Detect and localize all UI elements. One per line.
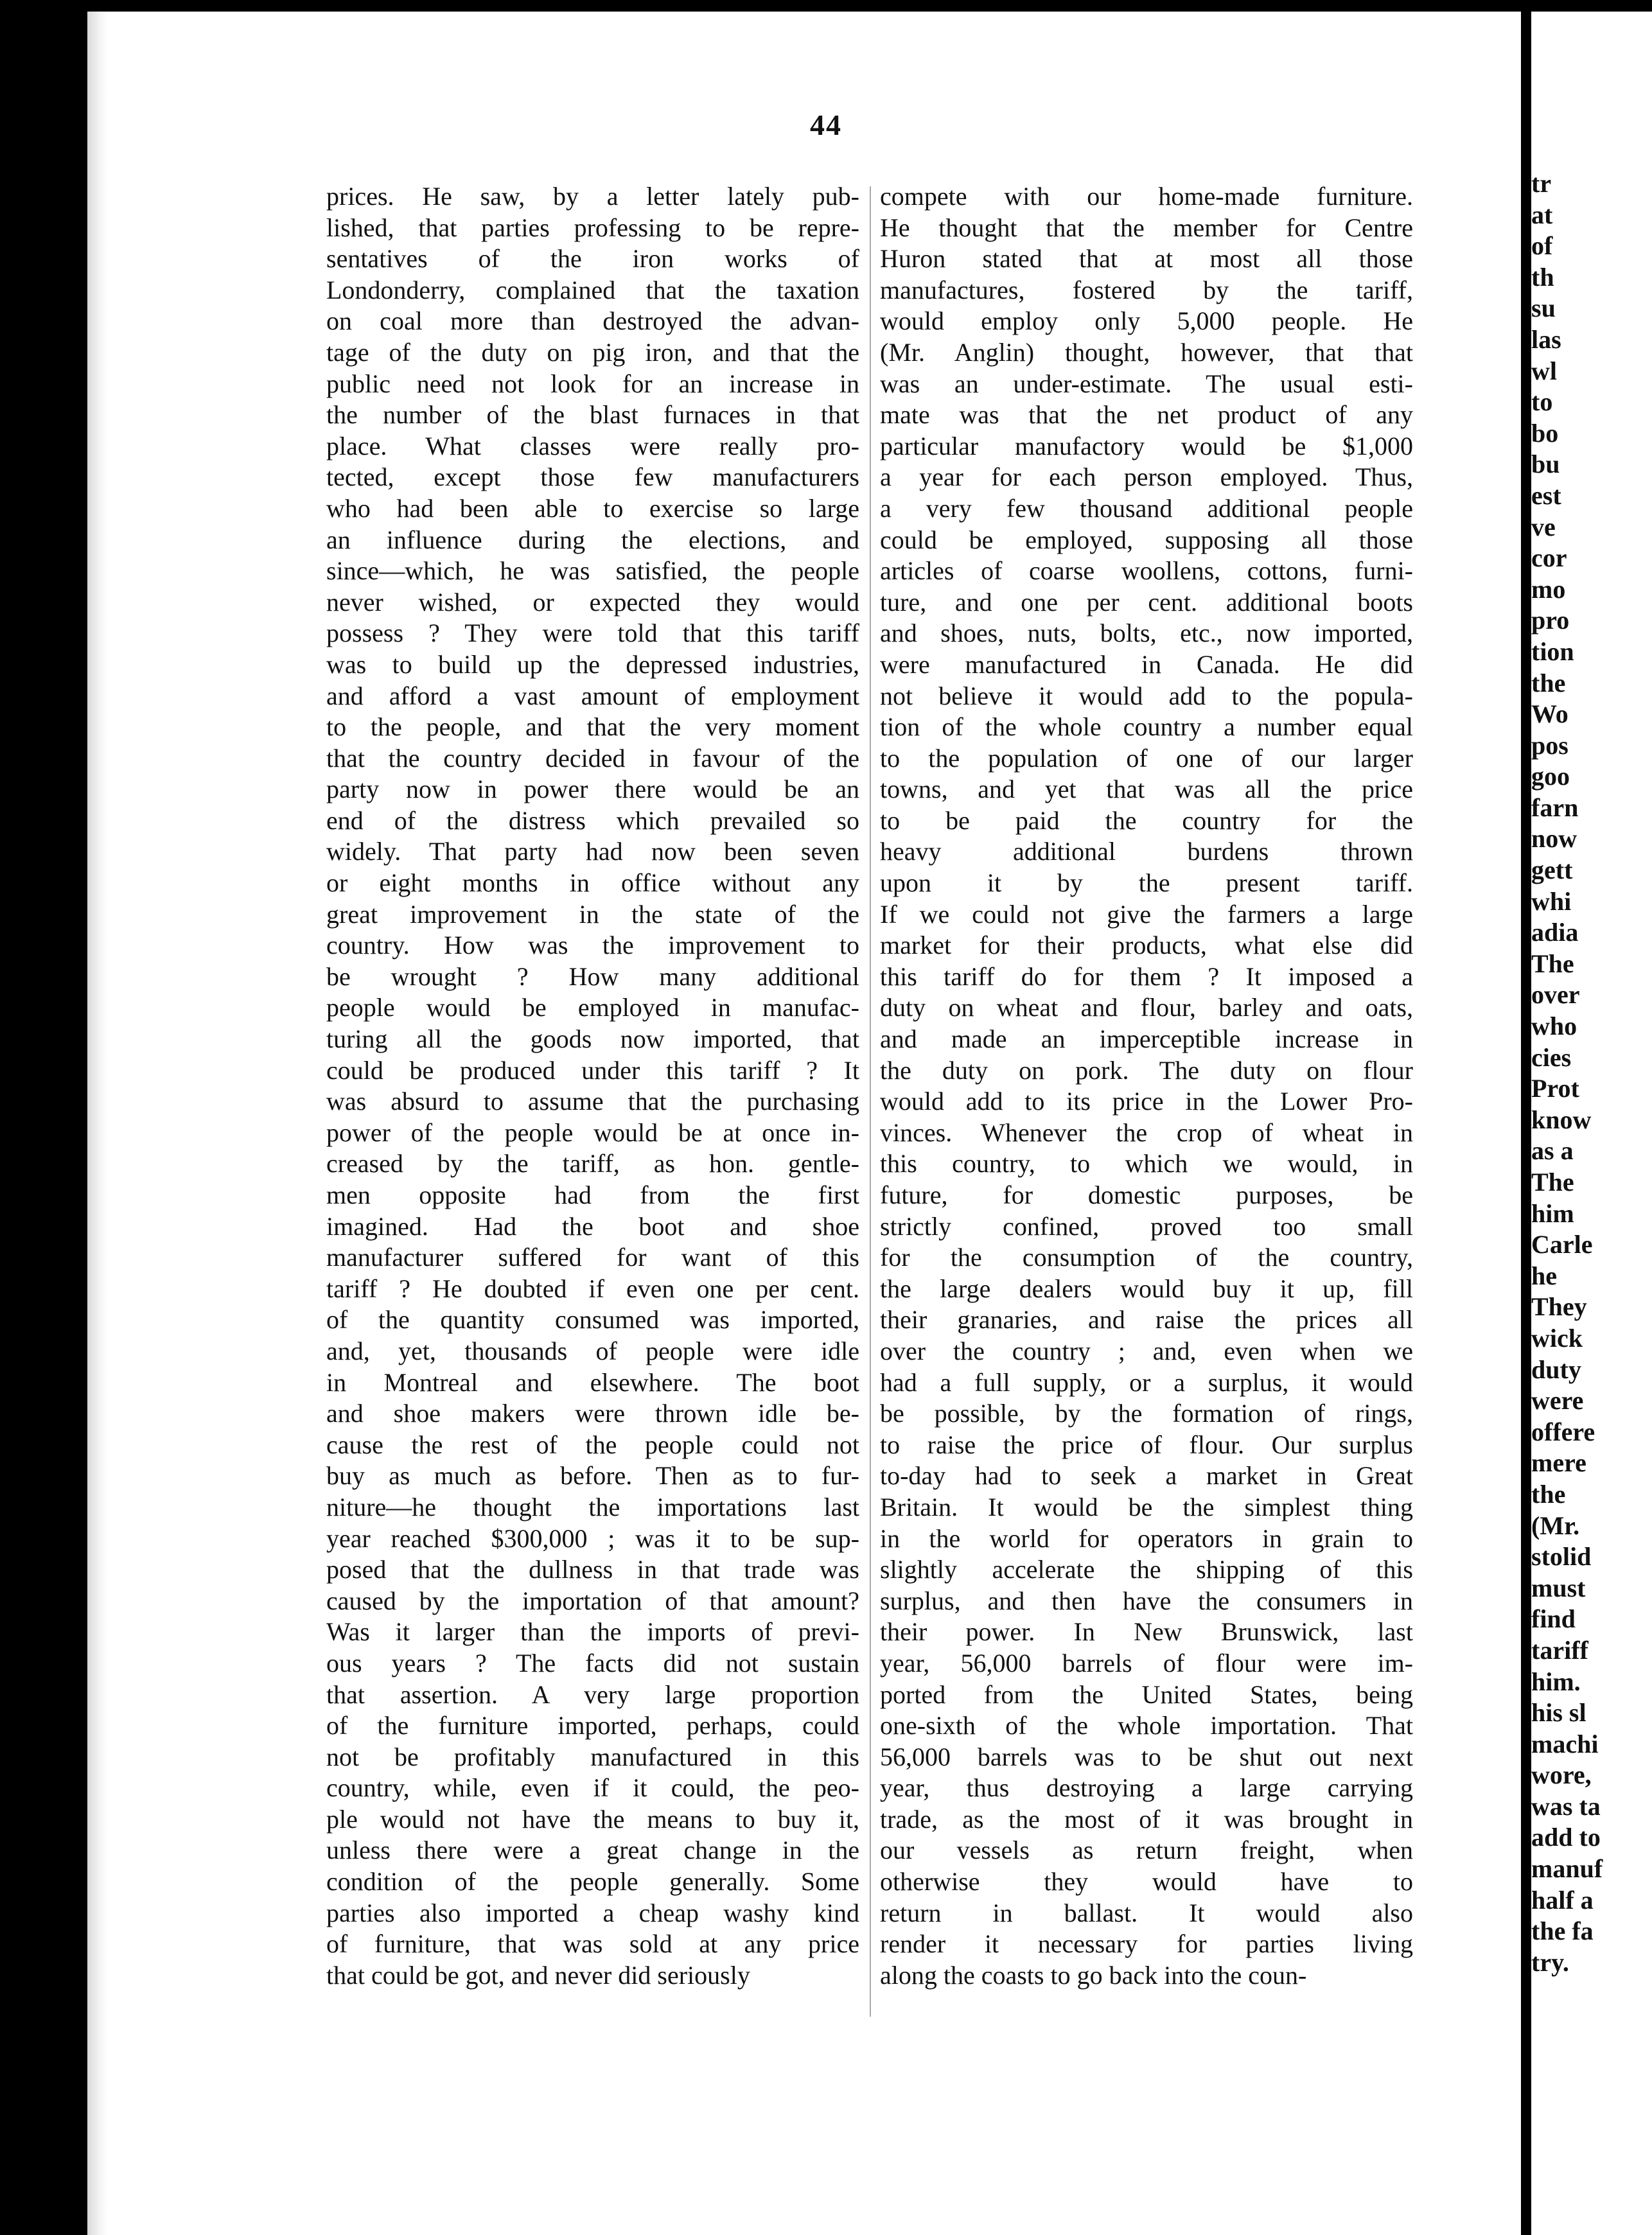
facing-page-line: his sl (1531, 1698, 1586, 1728)
text-line: since—which, he was satisfied, the people (326, 556, 859, 586)
facing-page-line: wick (1531, 1323, 1583, 1353)
text-line: was an under-estimate. The usual esti- (880, 369, 1413, 398)
facing-page-line: las (1531, 324, 1561, 354)
text-line: manufactures, fostered by the tariff, (880, 275, 1413, 304)
facing-page-line: Wo (1531, 699, 1569, 729)
text-line: Londonderry, complained that the taxation (326, 275, 859, 304)
facing-page-line: wl (1531, 356, 1557, 385)
page-gutter (1522, 12, 1531, 2235)
text-line: our vessels as return freight, when (880, 1836, 1413, 1865)
text-line: upon it by the present tariff. (880, 868, 1413, 898)
text-line: return in ballast. It would also (880, 1898, 1413, 1927)
text-line: towns, and yet that was all the price (880, 775, 1413, 804)
text-line: would employ only 5,000 people. He (880, 306, 1413, 336)
text-line: ported from the United States, being (880, 1679, 1413, 1709)
text-line: power of the people would be at once in- (326, 1118, 859, 1147)
facing-page-line: must (1531, 1573, 1586, 1602)
facing-page-line: now (1531, 824, 1577, 854)
text-line: strictly confined, proved too small (880, 1211, 1413, 1241)
facing-page-line: whi (1531, 886, 1572, 916)
facing-page-line: find (1531, 1604, 1576, 1634)
text-line: of furniture, that was sold at any price (326, 1929, 859, 1959)
facing-page-line: manuf (1531, 1854, 1603, 1884)
text-line: this tariff do for them ? It imposed a (880, 961, 1413, 991)
text-line: had a full supply, or a surplus, it would (880, 1367, 1413, 1397)
facing-page-line: gett (1531, 855, 1573, 885)
text-line: ple would not have the means to buy it, (326, 1804, 859, 1834)
text-line: trade, as the most of it was brought in (880, 1804, 1413, 1834)
text-line: posed that the dullness in that trade was (326, 1555, 859, 1584)
text-line: ture, and one per cent. additional boots (880, 587, 1413, 617)
text-line: one-sixth of the whole importation. That (880, 1711, 1413, 1740)
facing-page-line: the (1531, 668, 1566, 697)
text-column-left (326, 181, 859, 1991)
text-line: market for their products, what else did (880, 931, 1413, 960)
page-binding-shadow (87, 12, 108, 2235)
text-line: for the consumption of the country, (880, 1243, 1413, 1272)
text-line: this country, to which we would, in (880, 1149, 1413, 1179)
text-line: would add to its price in the Lower Pro- (880, 1087, 1413, 1116)
text-line: widely. That party had now been seven (326, 837, 859, 866)
facing-page-line: of (1531, 231, 1553, 261)
facing-page-line: mo (1531, 574, 1566, 604)
text-line: over the country ; and, even when we (880, 1336, 1413, 1365)
text-line: never wished, or expected they would (326, 587, 859, 617)
text-line: tion of the whole country a number equal (880, 712, 1413, 742)
facing-page-line: add to (1531, 1823, 1601, 1852)
text-line: otherwise they would have to (880, 1867, 1413, 1897)
facing-page-line: were (1531, 1386, 1584, 1416)
text-line: condition of the people generally. Some (326, 1867, 859, 1897)
text-line: sentatives of the iron works of (326, 244, 859, 274)
text-line: particular manufactory would be $1,000 (880, 431, 1413, 460)
text-line: buy as much as before. Then as to fur- (326, 1461, 859, 1491)
text-line: country. How was the improvement to (326, 931, 859, 960)
facing-page-line: bu (1531, 450, 1560, 479)
text-line: render it necessary for parties living (880, 1929, 1413, 1959)
facing-page-line: cor (1531, 543, 1567, 573)
text-line: imagined. Had the boot and shoe (326, 1211, 859, 1241)
text-line: not believe it would add to the popula- (880, 681, 1413, 710)
facing-page-line: machi (1531, 1729, 1599, 1758)
text-line: unless there were a great change in the (326, 1836, 859, 1865)
text-line: their granaries, and raise the prices all (880, 1305, 1413, 1335)
text-line: creased by the tariff, as hon. gentle- (326, 1149, 859, 1179)
text-line: in the world for operators in grain to (880, 1523, 1413, 1553)
column-divider (870, 186, 871, 2017)
facing-page-line: cies (1531, 1042, 1572, 1072)
text-line: place. What classes were really pro- (326, 431, 859, 460)
facing-page-line: offere (1531, 1417, 1595, 1446)
facing-page-line: The (1531, 949, 1574, 978)
facing-page-line: him (1531, 1198, 1574, 1228)
text-line: year, 56,000 barrels of flour were im- (880, 1648, 1413, 1678)
text-line: articles of coarse woollens, cottons, furni- (880, 556, 1413, 586)
text-line: to the population of one of our larger (880, 743, 1413, 773)
text-line: lished, that parties professing to be repre- (326, 213, 859, 242)
facing-page-line: know (1531, 1105, 1592, 1134)
text-line: or eight months in office without any (326, 868, 859, 898)
facing-page-line: tariff (1531, 1635, 1588, 1665)
text-line: a very few thousand additional people (880, 493, 1413, 523)
facing-page-line: he (1531, 1261, 1557, 1290)
text-line: to be paid the country for the (880, 805, 1413, 835)
text-line: parties also imported a cheap washy kind (326, 1898, 859, 1927)
facing-page-line: The (1531, 1168, 1574, 1196)
text-line: Huron stated that at most all those (880, 244, 1413, 274)
facing-page-line: (Mr. (1531, 1511, 1580, 1540)
text-line: 56,000 barrels was to be shut out next (880, 1742, 1413, 1771)
text-line: be wrought ? How many additional (326, 961, 859, 991)
text-line: and shoe makers were thrown idle be- (326, 1399, 859, 1428)
text-line: If we could not give the farmers a large (880, 899, 1413, 929)
text-line: of the quantity consumed was imported, (326, 1305, 859, 1335)
text-line: and shoes, nuts, bolts, etc., now imported, (880, 618, 1413, 648)
text-line: heavy additional burdens thrown (880, 837, 1413, 866)
text-line: tariff ? He doubted if even one per cent. (326, 1274, 859, 1303)
facing-page-text (1531, 168, 1603, 1978)
facing-page-line: goo (1531, 762, 1570, 791)
text-line: was absurd to assume that the purchasing (326, 1087, 859, 1116)
text-line: be possible, by the formation of rings, (880, 1399, 1413, 1428)
text-line: the number of the blast furnaces in that (326, 400, 859, 430)
facing-page-line: at (1531, 200, 1553, 229)
facing-page-line: duty (1531, 1354, 1581, 1384)
facing-page-line: mere (1531, 1448, 1586, 1478)
facing-page-line: over (1531, 980, 1580, 1010)
text-line: their power. In New Brunswick, last (880, 1617, 1413, 1647)
facing-page-line: tr (1531, 169, 1552, 198)
facing-page-line: him. (1531, 1667, 1581, 1696)
text-line: not be profitably manufactured in this (326, 1742, 859, 1771)
text-line: a year for each person employed. Thus, (880, 462, 1413, 492)
text-line: and, yet, thousands of people were idle (326, 1336, 859, 1365)
text-line: people would be employed in manufac- (326, 993, 859, 1022)
facing-page-line: who (1531, 1012, 1577, 1041)
facing-page-line: wore, (1531, 1760, 1592, 1790)
text-line: mate was that the net product of any (880, 400, 1413, 430)
facing-page-line: try. (1531, 1947, 1569, 1977)
text-line: of the furniture imported, perhaps, could (326, 1711, 859, 1740)
facing-page-line: farn (1531, 793, 1579, 822)
text-line: manufacturer suffered for want of this (326, 1243, 859, 1272)
text-line: in Montreal and elsewhere. The boot (326, 1367, 859, 1397)
text-line: public need not look for an increase in (326, 369, 859, 398)
facing-page-line: ve (1531, 512, 1556, 541)
text-line: future, for domestic purposes, be (880, 1180, 1413, 1209)
text-line: great improvement in the state of the (326, 899, 859, 929)
text-line: year, thus destroying a large carrying (880, 1773, 1413, 1803)
text-line: the duty on pork. The duty on flour (880, 1055, 1413, 1085)
text-line: men opposite had from the first (326, 1180, 859, 1209)
facing-page-line: bo (1531, 418, 1559, 448)
text-line: turing all the goods now imported, that (326, 1024, 859, 1054)
text-line: possess ? They were told that this tariff (326, 618, 859, 648)
text-line: compete with our home-made furniture. (880, 182, 1413, 211)
text-line: on coal more than destroyed the advan- (326, 306, 859, 336)
facing-page-line: est (1531, 480, 1561, 510)
facing-page-line: the fa (1531, 1916, 1594, 1946)
text-line: could be produced under this tariff ? It (326, 1055, 859, 1085)
text-line: party now in power there would be an (326, 775, 859, 804)
text-line: could be employed, supposing all those (880, 525, 1413, 554)
facing-page-line: Prot (1531, 1074, 1579, 1103)
facing-page-line: tion (1531, 636, 1574, 666)
facing-page-line: Carle (1531, 1230, 1593, 1259)
facing-page-line: pos (1531, 730, 1569, 760)
text-line: to raise the price of flour. Our surplus (880, 1430, 1413, 1459)
text-line: cause the rest of the people could not (326, 1430, 859, 1459)
text-line: country, while, even if it could, the peo- (326, 1773, 859, 1803)
text-line: ous years ? The facts did not sustain (326, 1648, 859, 1678)
text-line: niture—he thought the importations last (326, 1492, 859, 1521)
text-line: slightly accelerate the shipping of this (880, 1555, 1413, 1584)
text-line: that the country decided in favour of the (326, 743, 859, 773)
text-line: was to build up the depressed industries, (326, 649, 859, 679)
text-line: that could be got, and never did seriously (326, 1960, 750, 1990)
text-line: an influence during the elections, and (326, 525, 859, 554)
facing-page-line: stolid (1531, 1542, 1592, 1572)
facing-page-line: pro (1531, 606, 1570, 635)
text-line: Was it larger than the imports of previ- (326, 1617, 859, 1647)
text-line: caused by the importation of that amount? (326, 1586, 859, 1615)
text-line: prices. He saw, by a letter lately pub- (326, 182, 859, 211)
text-line: duty on wheat and flour, barley and oats, (880, 993, 1413, 1022)
facing-page-line: They (1531, 1292, 1587, 1322)
text-line: and made an imperceptible increase in (880, 1024, 1413, 1054)
text-line: vinces. Whenever the crop of wheat in (880, 1118, 1413, 1147)
text-line: Britain. It would be the simplest thing (880, 1492, 1413, 1521)
text-line: He thought that the member for Centre (880, 213, 1413, 242)
text-line: (Mr. Anglin) thought, however, that that (880, 337, 1413, 367)
facing-page-line: th (1531, 262, 1554, 292)
text-line: tected, except those few manufacturers (326, 462, 859, 492)
text-line: tage of the duty on pig iron, and that the (326, 337, 859, 367)
text-line: were manufactured in Canada. He did (880, 649, 1413, 679)
facing-page-line: adia (1531, 918, 1579, 947)
facing-page-line: as a (1531, 1136, 1574, 1166)
text-line: who had been able to exercise so large (326, 493, 859, 523)
text-line: year reached $300,000 ; was it to be sup- (326, 1523, 859, 1553)
text-line: to the people, and that the very moment (326, 712, 859, 742)
text-line: surplus, and then have the consumers in (880, 1586, 1413, 1615)
facing-page-line: to (1531, 387, 1553, 417)
facing-page-line: the (1531, 1479, 1566, 1509)
text-line: the large dealers would buy it up, fill (880, 1274, 1413, 1303)
text-line: and afford a vast amount of employment (326, 681, 859, 710)
text-line: along the coasts to go back into the coun- (880, 1960, 1307, 1990)
text-line: that assertion. A very large proportion (326, 1679, 859, 1709)
facing-page-line: half a (1531, 1885, 1594, 1915)
text-column-right (880, 181, 1413, 1991)
facing-page-line: was ta (1531, 1791, 1601, 1821)
text-line: end of the distress which prevailed so (326, 805, 859, 835)
text-line: to-day had to seek a market in Great (880, 1461, 1413, 1491)
facing-page-line: su (1531, 294, 1556, 323)
page-number: 44 (810, 109, 842, 141)
